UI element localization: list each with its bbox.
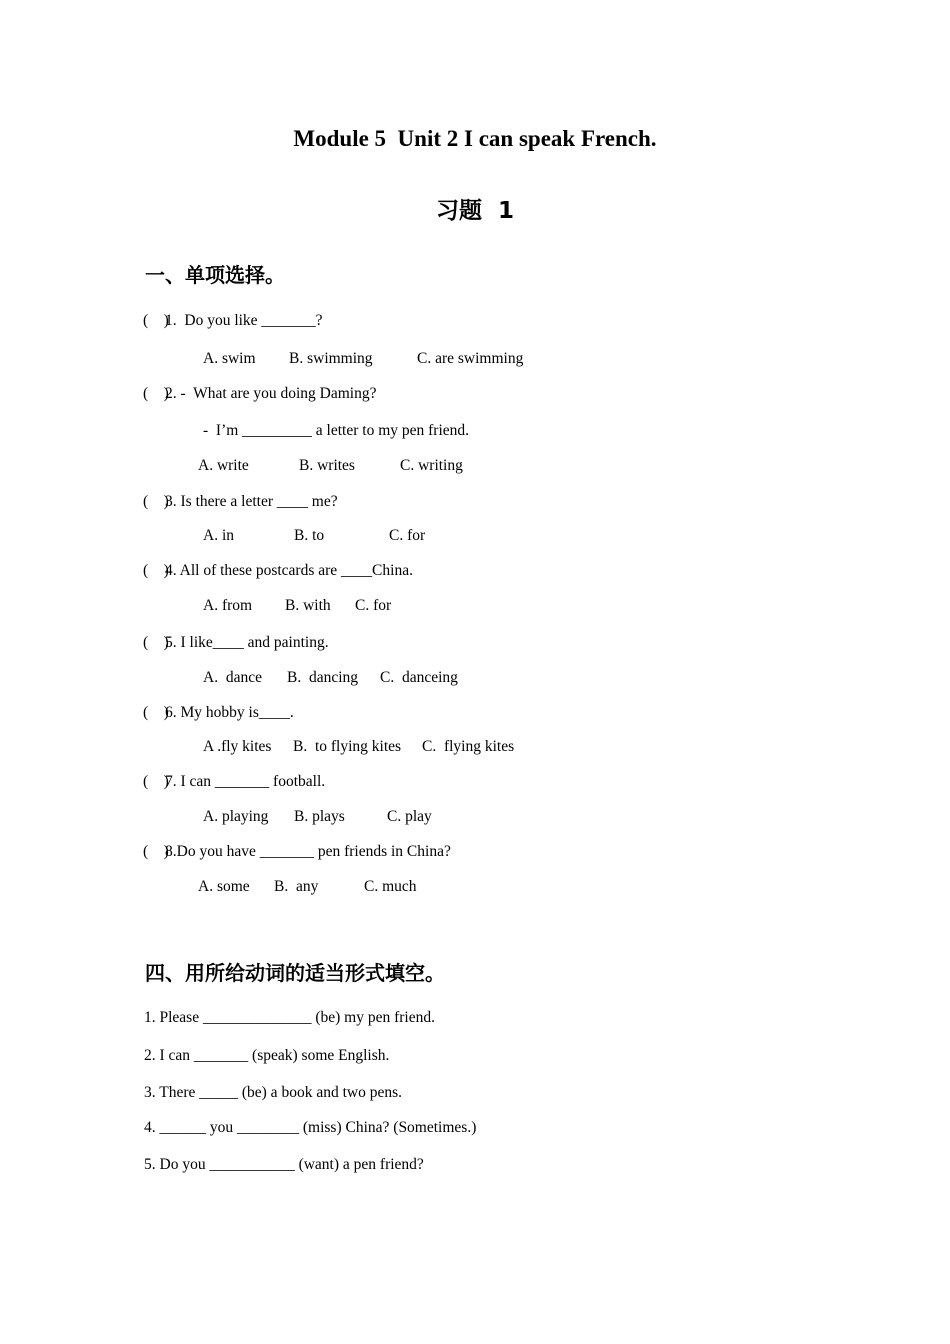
option-a: A. from — [203, 597, 253, 614]
question-text: 1. Do you like _______? — [165, 312, 323, 329]
question-1 — [143, 311, 323, 331]
option-a: A. swim — [203, 350, 256, 367]
answer-paren: ( ) — [143, 312, 169, 329]
answer-paren: ( ) — [143, 493, 169, 510]
section-heading-multiple-choice: 一、单项选择。 — [145, 263, 285, 287]
fill-blank-item-2: 2. I can _______ (speak) some English. — [144, 1047, 390, 1064]
option-c: C. flying kites — [422, 738, 515, 755]
page-title: Module 5 Unit 2 I can speak French. — [293, 126, 657, 151]
section-heading-verb-forms: 四、用所给动词的适当形式填空。 — [145, 961, 445, 985]
option-c: C. are swimming — [417, 350, 524, 367]
answer-paren: ( ) — [143, 562, 169, 579]
option-a: A .fly kites — [203, 738, 272, 755]
question-2 — [143, 384, 377, 404]
option-c: C. danceing — [380, 669, 458, 686]
option-b: B. writes — [299, 457, 355, 474]
option-b: B. to — [294, 527, 325, 544]
question-8 — [143, 842, 451, 862]
option-b: B. any — [274, 878, 319, 895]
question-text: 5. I like____ and painting. — [165, 634, 329, 651]
fill-blank-item-5: 5. Do you ___________ (want) a pen friend? — [144, 1156, 424, 1173]
page-subtitle: 习题 1 — [435, 198, 515, 224]
fill-blank-item-3: 3. There _____ (be) a book and two pens. — [144, 1084, 402, 1101]
question-text: 3. Is there a letter ____ me? — [165, 493, 338, 510]
answer-paren: ( ) — [143, 634, 169, 651]
option-c: C. play — [387, 808, 432, 825]
question-text: 7. I can _______ football. — [165, 773, 326, 790]
option-b: B. plays — [294, 808, 345, 825]
question-text: 8.Do you have _______ pen friends in China? — [165, 843, 451, 860]
option-b: B. to flying kites — [293, 738, 402, 755]
question-5 — [143, 633, 329, 653]
option-b: B. dancing — [287, 669, 359, 686]
question-text: 6. My hobby is____. — [165, 704, 294, 721]
option-a: A. in — [203, 527, 234, 544]
fill-blank-item-4: 4. ______ you ________ (miss) China? (Sometimes.) — [144, 1119, 477, 1136]
answer-paren: ( ) — [143, 704, 169, 721]
answer-paren: ( ) — [143, 773, 169, 790]
question-3 — [143, 492, 338, 512]
option-c: C. writing — [400, 457, 463, 474]
question-6 — [143, 703, 294, 723]
option-c: C. for — [355, 597, 392, 614]
question-4 — [143, 561, 413, 581]
question-reply: - I’m _________ a letter to my pen friend. — [203, 422, 470, 439]
option-a: A. dance — [203, 669, 262, 686]
option-a: A. playing — [203, 808, 269, 825]
option-a: A. some — [198, 878, 250, 895]
question-text: 4. All of these postcards are ____China. — [165, 562, 413, 579]
option-b: B. swimming — [289, 350, 373, 367]
fill-blank-item-1: 1. Please ______________ (be) my pen friend. — [144, 1009, 435, 1026]
option-a: A. write — [198, 457, 249, 474]
answer-paren: ( ) — [143, 385, 169, 402]
option-b: B. with — [285, 597, 331, 614]
question-text: 2. - What are you doing Daming? — [165, 385, 377, 402]
question-7 — [143, 772, 325, 792]
option-c: C. for — [389, 527, 426, 544]
answer-paren: ( ) — [143, 843, 169, 860]
option-c: C. much — [364, 878, 417, 895]
